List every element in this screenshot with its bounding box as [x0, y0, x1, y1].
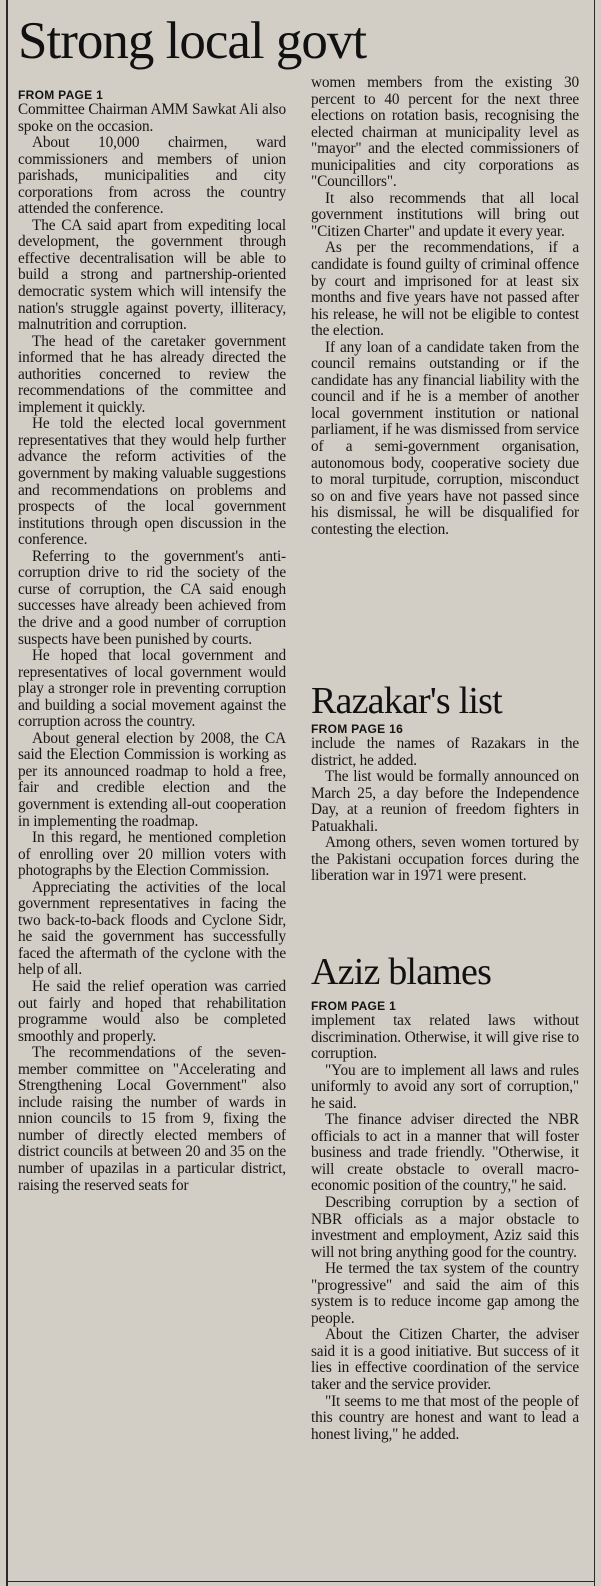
- paragraph: He termed the tax system of the country "progressive" and said the aim of this system is to reduce income gap among the people.: [311, 1260, 579, 1327]
- paragraph: The list would be formally announced on March 25, a day before the Independence Day, at a reunion of freedom fighters in Patuakhali.: [311, 768, 579, 835]
- paragraph: He hoped that local government and representatives of local government would play a stronger role in preventing corruption and building a social movement against the corruption across the country.: [18, 647, 286, 731]
- main-article-column-2: [311, 75, 579, 538]
- paragraph: As per the recommendations, if a candidate is found guilty of criminal offence by court and imprisoned for at least six months and five years have not passed after his release, he will not be eligible to contest the election.: [311, 239, 579, 340]
- paragraph: About general election by 2008, the CA said the Election Commission is working as per its announced roadmap to hold a free, fair and credible election and the government is extending all-out cooperation in implementing the roadmap.: [18, 729, 286, 830]
- paragraph: If any loan of a candidate taken from the council remains outstanding or if the candidate has any financial liability with the council and if he is a member of another local government institution or national parliament, if he was dismissed from service of a semi-government organisation, autonomous body, cooperative society due to moral turpitude, corruption, misconduct so on and five years have not passed since his dismissal, he will be disqualified for contesting the election.: [311, 338, 579, 538]
- paragraph: He said the relief operation was carried out fairly and hoped that rehabilitation programme would also be completed smoothly and properly.: [18, 977, 286, 1045]
- main-kicker: FROM PAGE 1: [18, 89, 104, 102]
- aziz-headline: Aziz blames: [311, 951, 492, 993]
- main-headline: Strong local govt: [18, 12, 367, 70]
- paragraph: implement tax related laws without discrimination. Otherwise, it will give rise to corruption.: [311, 1012, 579, 1063]
- paragraph: The head of the caretaker government informed that he has already directed the authorities concerned to review the recommendations of the committee and implement it quickly.: [18, 332, 286, 416]
- paragraph: About the Citizen Charter, the adviser said it is a good initiative. But success of it lies in effective coordination of the service taker and the service provider.: [311, 1326, 579, 1394]
- razakar-kicker: FROM PAGE 16: [311, 723, 404, 736]
- paragraph: Among others, seven women tortured by the Pakistani occupation forces during the liberation war in 1971 were present.: [311, 834, 579, 885]
- paragraph: In this regard, he mentioned completion of enrolling over 20 million voters with photographs by the Election Commission.: [18, 829, 286, 880]
- paragraph: "You are to implement all laws and rules uniformly to avoid any sort of corruption," he said.: [311, 1061, 579, 1112]
- paragraph: Referring to the government's anti-corruption drive to rid the society of the curse of corruption, the CA said enough successes have already been achieved from the drive and a good number of corruption suspects have been punished by courts.: [18, 547, 286, 648]
- column-rule-right: [594, 0, 596, 1586]
- paragraph: He told the elected local government representatives that they would help further advance the reform activities of the government by making valuable suggestions and recommendations on problems and prospects of the local government institutions through open discussion in the conference.: [18, 415, 286, 549]
- aziz-kicker: FROM PAGE 1: [311, 1000, 397, 1013]
- paragraph: women members from the existing 30 percent to 40 percent for the next three elections on rotation basis, recognising the elected chairman at municipality level as "mayor" and the elected commissioners of municipalities and city corporations as "Councillors".: [311, 75, 579, 191]
- paragraph: "It seems to me that most of the people of this country are honest and want to lead a honest living," he added.: [311, 1392, 579, 1443]
- paragraph: The finance adviser directed the NBR officials to act in a manner that will foster business and trade friendly. "Otherwise, it will create obstacle to overall macro-economic position of the country," he said.: [311, 1111, 579, 1195]
- paragraph: It also recommends that all local government institutions will bring out "Citizen Charter" and update it every year.: [311, 189, 579, 240]
- main-article-column-1: [18, 89, 286, 1194]
- paragraph: The recommendations of the seven-member committee on "Accelerating and Strengthening Local Government" also include raising the number of wards in nnion councils to 15 from 9, fixing the number of directly elected members of district councils at between 20 and 35 on the number of upazilas in a particular district, raising the reserved seats for: [18, 1044, 286, 1194]
- paragraph: About 10,000 chairmen, ward commissioners and members of union parishads, municipalities and city corporations from across the country attended the conference.: [18, 134, 286, 218]
- razakar-headline: Razakar's list: [311, 680, 502, 722]
- paragraph: The CA said apart from expediting local development, the government through effective decentralisation will be able to build a strong and partnership-oriented democratic system which will intensify the nation's struggle against poverty, illiteracy, malnutrition and corruption.: [18, 216, 286, 334]
- paragraph: Committee Chairman AMM Sawkat Ali also spoke on the occasion.: [18, 101, 286, 135]
- column-rule-left: [6, 0, 8, 1586]
- paragraph: Describing corruption by a section of NBR officials as a major obstacle to investment and employment, Aziz said this will not bring anything good for the country.: [311, 1194, 579, 1261]
- bottom-rule: [6, 1581, 595, 1583]
- paragraph: Appreciating the activities of the local government representatives in facing the two back-to-back floods and Cyclone Sidr, he said the government has successfully faced the aftermath of the cyclone with the help of all.: [18, 878, 286, 979]
- aziz-article: [311, 1000, 579, 1443]
- paragraph: include the names of Razakars in the district, he added.: [311, 735, 579, 769]
- razakar-article: [311, 723, 579, 885]
